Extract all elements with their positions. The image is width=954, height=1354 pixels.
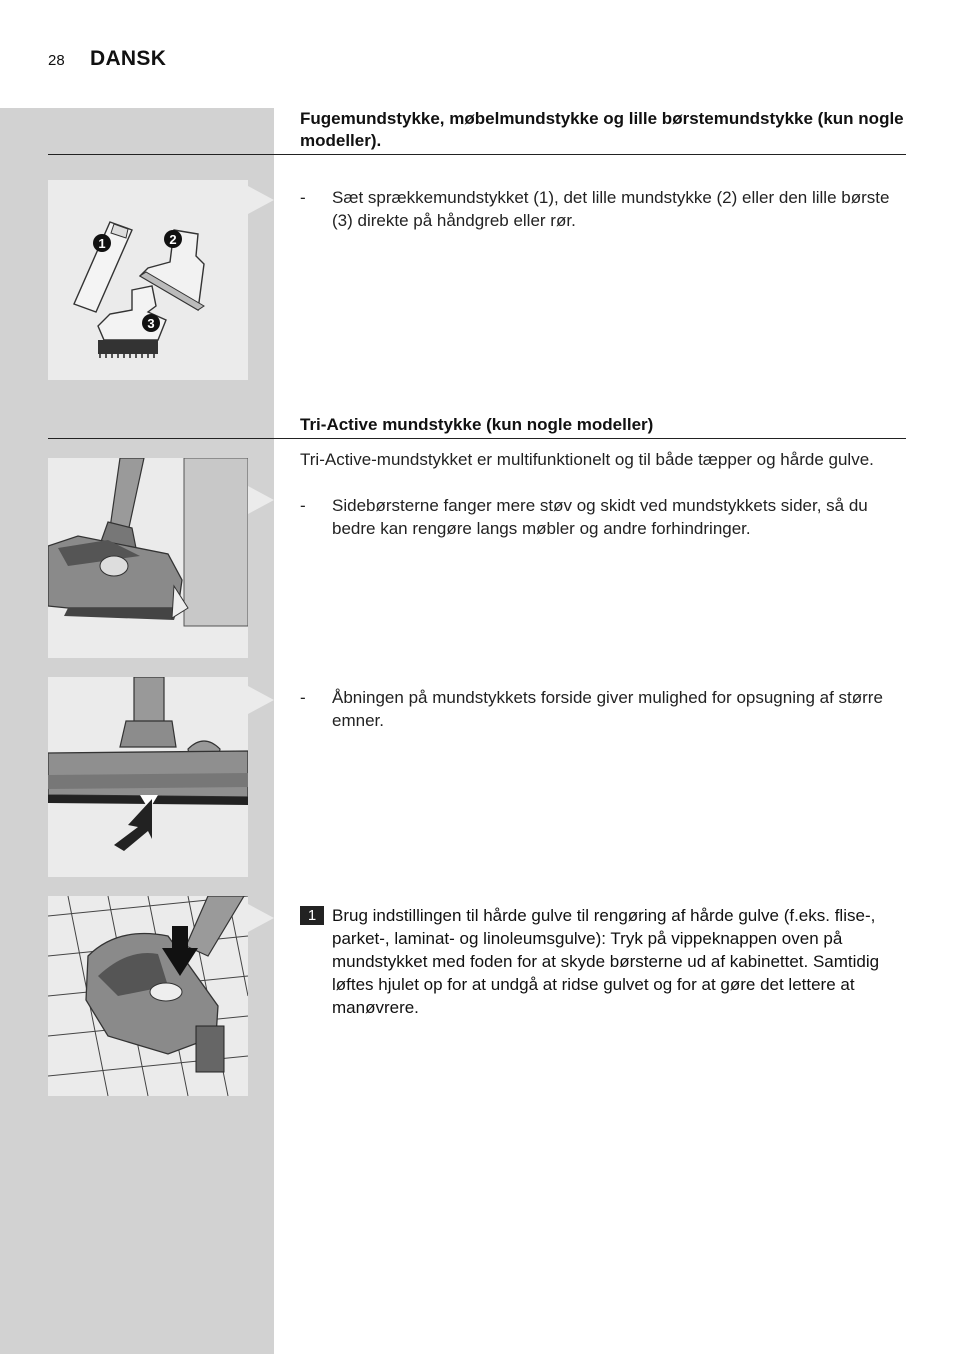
language-heading: DANSK	[90, 47, 167, 70]
bullet-text: Sidebørsterne fanger mere støv og skidt ved mundstykkets sider, så du bedre kan rengøre langs møbler og andre forhindringer.	[332, 496, 868, 538]
tri-active-intro: Tri-Active-mundstykket er multifunktionelt og til både tæpper og hårde gulve.	[300, 450, 874, 469]
bullet-text: Sæt sprækkemundstykket (1), det lille mundstykke (2) eller den lille børste (3) direkte på håndgreb eller rør.	[332, 188, 890, 230]
instruction-side-brushes	[300, 494, 905, 540]
bullet-dash: -	[300, 688, 306, 707]
section-title-accessories: Fugemundstykke, møbelmundstykke og lille børstemundstykke (kun nogle modeller).	[300, 109, 904, 150]
page-number: 28	[48, 52, 65, 69]
instruction-attach-accessories	[300, 186, 905, 232]
bullet-dash: -	[300, 496, 306, 515]
figure-pointer	[248, 486, 274, 514]
figure-pointer	[248, 904, 274, 932]
instruction-hard-floor-setting	[300, 904, 905, 1019]
section-title-tri-active: Tri-Active mundstykke (kun nogle modeller)	[300, 415, 654, 434]
instruction-front-opening	[300, 686, 905, 732]
figure-tri-active-hard-floor	[48, 896, 248, 1096]
figure-label-1: 1	[98, 236, 106, 251]
figure-accessory-nozzles	[48, 180, 248, 380]
bullet-dash: -	[300, 188, 306, 207]
bullet-text: Åbningen på mundstykkets forside giver mulighed for opsugning af større emner.	[332, 688, 883, 730]
section-divider	[48, 438, 906, 439]
section-divider	[48, 154, 906, 155]
figure-tri-active-front-opening	[48, 677, 248, 877]
figure-pointer	[248, 686, 274, 714]
step-number: 1	[300, 906, 324, 925]
figure-label-3: 3	[147, 316, 155, 331]
figure-pointer	[248, 186, 274, 214]
step-text: Brug indstillingen til hårde gulve til rengøring af hårde gulve (f.eks. flise-, parket-, laminat- og linoleumsgulve): Tryk på vippeknappen oven på mundstykket med foden for at skyde børsterne ud af kabinettet. Samtidig løftes hjulet op for at undgå at ridse gulvet og for at gøre det lettere at manøvrere.	[332, 906, 880, 1017]
figure-tri-active-side-brush	[48, 458, 248, 658]
figure-label-2: 2	[169, 232, 177, 247]
